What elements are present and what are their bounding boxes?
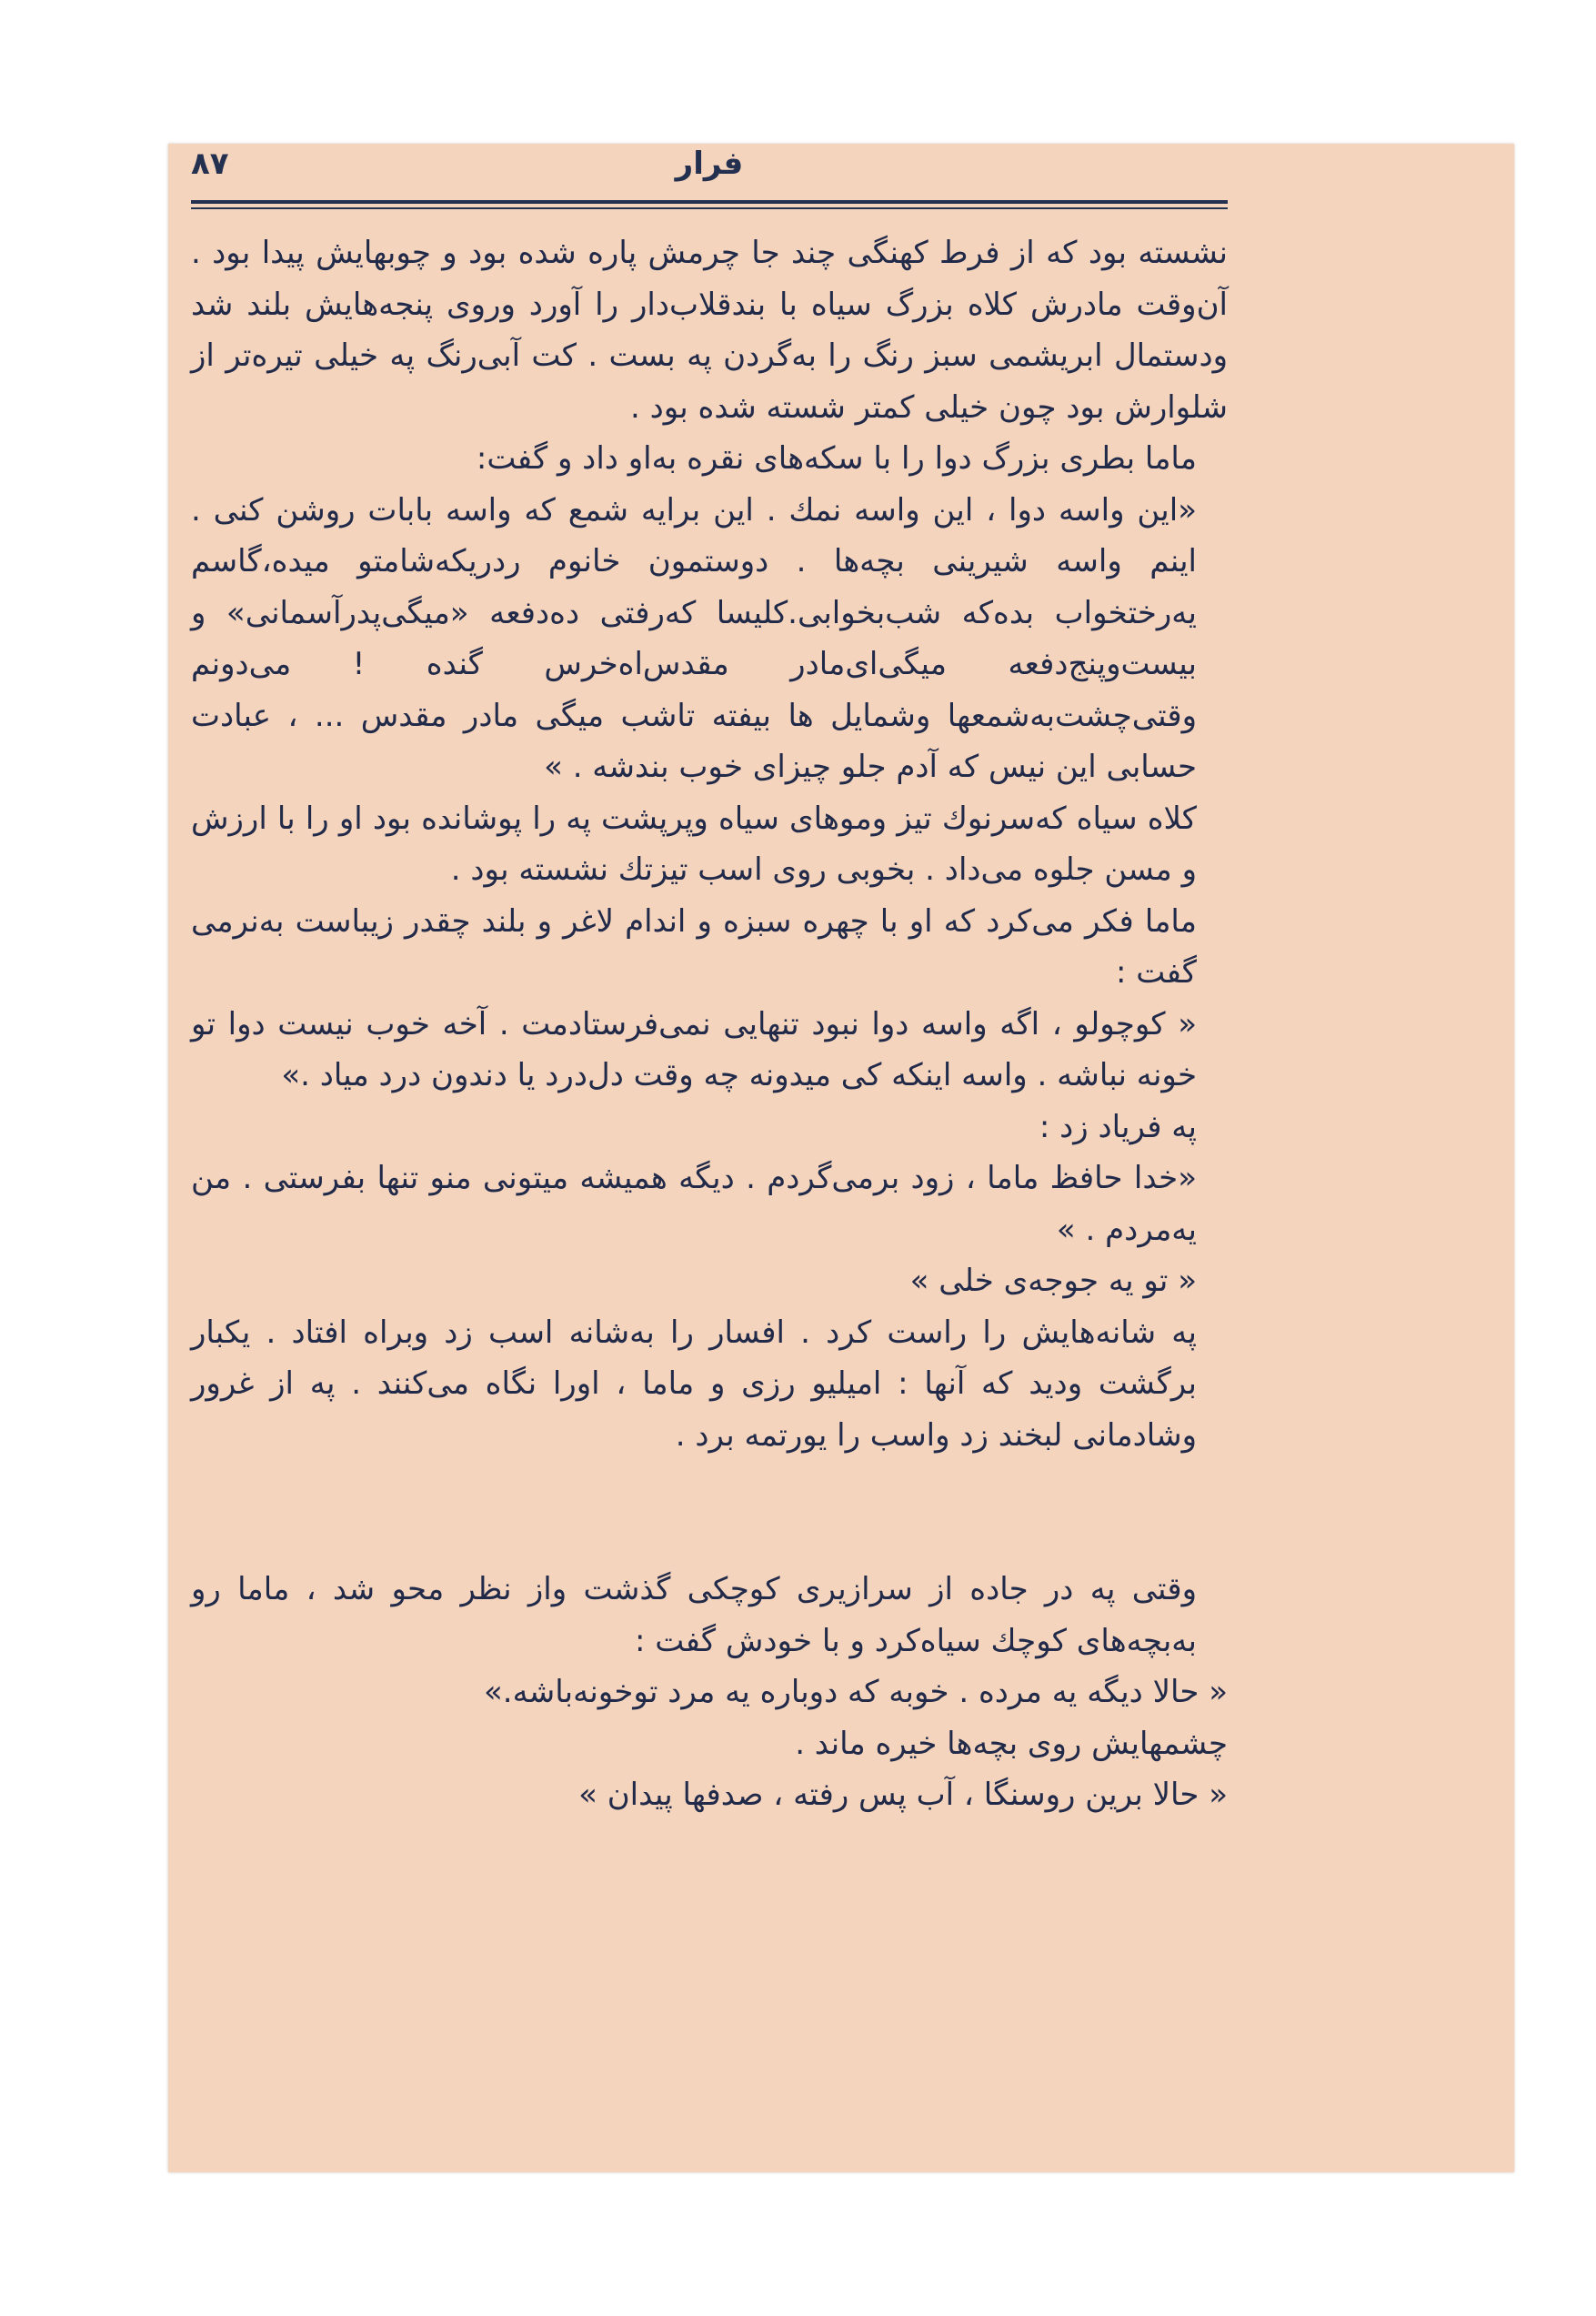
dialogue-paragraph: « حالا دیگه یه مرده . خوبه که دوباره یه مرد توخونه‌باشه.» <box>483 1674 1228 1710</box>
dialogue-paragraph: « کوچولو ، اگه واسه دوا نبود تنهایی نمی‌فرستادمت . آخه خوب نیست دوا تو خونه نباشه . واسه اینکه کی میدونه چه وقت دل‌درد یا دندون درد میاد .» <box>191 1005 1197 1093</box>
header-rule-thick <box>191 200 1228 204</box>
paragraph: ماما بطری بزرگ دوا را با سکه‌های نقره به‌او داد و گفت: <box>476 440 1197 477</box>
dialogue-paragraph: « حالا برین روسنگا ، آب پس رفته ، صدفها پیدان » <box>578 1777 1228 1813</box>
paragraph: چشمهایش روی بچه‌ها خیره ماند . <box>795 1725 1228 1762</box>
header-rule-thin <box>191 207 1228 209</box>
paragraph: کلاه سیاه که‌سرنوك تیز وموهای سیاه وپرپشت په را پوشانده بود او را با ارزش و مسن جلوه می‌داد . بخوبی روی اسب تیزتك نشسته بود . <box>191 800 1197 888</box>
dialogue-paragraph: «این واسه دوا ، این واسه نمك . این برایه شمع که واسه بابات روشن کنی . اینم واسه شیرینی بچه‌ها . دوستمون خانوم ردریکه‌شامتو میده،گاسم یه‌رختخواب بده‌که شب‌بخوابی.کلیسا که‌رفتی ده‌دفعه «میگی‌پدرآسمانی» و بیست‌وپنج‌دفعه میگی‌ای‌مادر مقدس‌اه‌خرس گنده ! می‌دونم وقتی‌چشت‌به‌شمعها وشمایل ها بیفته تاشب میگی مادر مقدس ... ، عبادت حسابی این نیس که آدم جلو چیزای خوب بندشه . » <box>191 491 1197 785</box>
paragraph: په شانه‌هایش را راست کرد . افسار را به‌شانه اسب زد وبراه افتاد . یکبار برگشت ودید که آنها : امیلیو رزی و ماما ، اورا نگاه می‌کنند . په از غرور وشادمانی لبخند زد واسب را یورتمه برد . <box>191 1314 1197 1454</box>
paragraph: وقتی په در جاده از سرازیری کوچکی گذشت واز نظر محو شد ، ماما رو به‌بچه‌های کوچك سیاه‌کرد و با خودش گفت : <box>191 1571 1197 1659</box>
dialogue-paragraph: «خدا حافظ ماما ، زود برمی‌گردم . دیگه همیشه میتونی منو تنها بفرستی . من یه‌مردم . » <box>191 1160 1197 1248</box>
page-header <box>191 146 1228 202</box>
running-title: فرار <box>675 146 744 182</box>
paragraph: په فریاد زد : <box>1039 1108 1197 1145</box>
paragraph: نشسته بود که از فرط کهنگی چند جا چرمش پاره شده بود و چوبهایش پیدا بود . آن‌وقت مادرش کلاه بزرگ سیاه با بندقلاب‌دار را آورد وروی پنجه‌هایش بلند شد ودستمال ابریشمی سبز رنگ را به‌گردن په بست . کت آبی‌رنگ په خیلی تیره‌تر از شلوارش بود چون خیلی کمتر شسته شده بود . <box>191 235 1228 426</box>
dialogue-paragraph: « تو یه جوجه‌ی خلی » <box>909 1263 1197 1299</box>
body-text <box>191 227 1228 1821</box>
section-break <box>191 1461 1228 1564</box>
page-number: ۸۷ <box>191 146 229 182</box>
paragraph: ماما فکر می‌کرد که او با چهره سبزه و اندام لاغر و بلند چقدر زیباست به‌نرمی گفت : <box>191 902 1197 991</box>
